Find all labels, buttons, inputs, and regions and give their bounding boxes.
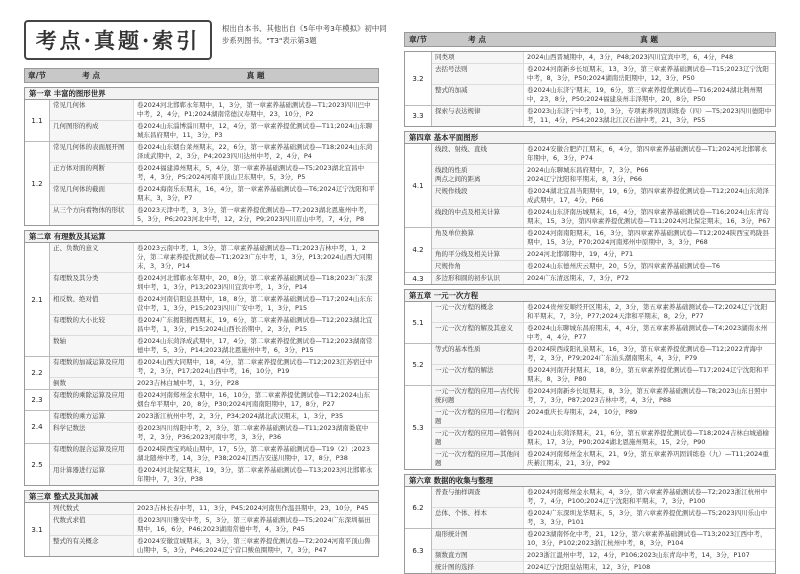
table-row — [432, 529, 775, 550]
table-row — [432, 249, 775, 261]
topic-cell: 列代数式 — [50, 503, 134, 514]
section-number: 3.2 — [405, 52, 432, 105]
title-note: 根出自本书、其他出自《5年中考3年模拟》初中同步系列图书。"T3"表示第3题 — [222, 24, 387, 45]
problems-cell: 卷2024河南开封期末，18，8分，第五章素养提优测试卷—T17;2024辽宁沈阳和平期末，8，3分，P80 — [527, 366, 769, 383]
topic-cell: 倒数 — [50, 378, 134, 389]
topic-cell: 有理数的大小比较 — [50, 315, 134, 335]
topic-cell: 探索与表达规律 — [432, 106, 524, 126]
section-group — [405, 273, 775, 284]
section-rows — [50, 503, 378, 556]
table-row — [432, 344, 775, 365]
section-number: 4.2 — [405, 228, 432, 272]
topic-cell: 多边形和圆的初步认识 — [432, 273, 524, 284]
table-row — [432, 487, 775, 508]
problems-cell: 2023吉林长春中考，11，3分，P45;2024河南焦作温县期中，23，10分，P45 — [137, 504, 369, 512]
problems-cell: 2024广东清远期末，7，3分，P72 — [527, 274, 630, 282]
section-number: 5.1 — [405, 302, 432, 343]
problems-cell: 卷2024山东菏泽成武期中，17，4分，第二章素养提优测试卷—T12;2023湖南常德中考，5，3分，P14;2023湖北恩施州中考，6，3分，P15 — [137, 337, 373, 354]
section-group — [25, 503, 378, 556]
table-row — [432, 386, 775, 407]
problems-cell: 卷2024湖北宜昌当阳期中，19，6分，第四章素养提优测试卷—T12;2024山东菏泽成武期中，17，4分，P66 — [527, 187, 769, 204]
problems-cell: 2023浙江温州中考，12，4分，P106;2023山东青岛中考，14，3分，P107 — [527, 551, 750, 559]
table-row — [432, 52, 775, 64]
topic-cell: 常见几何体 — [50, 100, 134, 120]
topic-cell: 科学记数法 — [50, 423, 134, 443]
problems-cell: 卷2024广东揭阳揭西期末，19，6分，第二章素养基础测试卷—T12;2023湖北宜昌中考，1，3分，P15;2024山西长治期中，2，3分，P15 — [137, 316, 373, 333]
section-number: 3.3 — [405, 106, 432, 126]
problems-cell: 卷2023山东济宁中考，10，3分，专项素养巩固训练卷（四）—T5;2023四川德阳中考，11，4分，P54;2023湖北江汉石油中考，21，3分，P55 — [527, 107, 772, 124]
problems-cell: 卷2024陕西宝鸡岐山期中，17，5分，第二章素养基础测试卷—T19（2）;2023湖北随州中考，14，3分，P38;2024江西吉安遂川期中，17，8分，P38 — [137, 445, 371, 462]
chapter-section — [404, 131, 776, 285]
topic-cell: 线段的性质 两点之间的距离 — [432, 165, 524, 185]
table-row — [432, 261, 775, 272]
problems-cell: 卷2024海南乐东期末，16，4分，第一章素养基础测试卷—T6;2024辽宁沈阳和平期末，3，3分，P7 — [137, 185, 375, 202]
header-topic: 考 点 — [468, 35, 486, 44]
page-title: 考点·真题·索引 — [24, 20, 212, 60]
topic-cell: 尺规作角 — [432, 261, 524, 272]
topic-cell: 总体、个体、样本 — [432, 508, 524, 528]
problems-cell: 卷2024安徽合肥庐江期末，6，4分，第四章素养基础测试卷—T1;2024河北邯郸永年期中，6，3分，P74 — [527, 145, 768, 162]
section-rows — [432, 344, 775, 385]
table-row — [50, 465, 378, 485]
problems-cell: 卷2024山东淄博淄川期中，12，4分，第一章素养提优测试卷—T11;2024山东聊城东昌府期中，11，3分，P3 — [137, 122, 373, 139]
topic-cell: 去括号法则 — [432, 64, 524, 84]
problems-cell: 卷2024河南南阳期末，16，3分，第四章素养基础测试卷—T12;2024陕西宝鸡陇县期中，15，3分，P70;2024河南郑州中原期中，3，3分，P68 — [527, 229, 769, 246]
table-row — [50, 357, 378, 378]
topic-cell: 正、负数的意义 — [50, 243, 134, 272]
topic-cell: 数轴 — [50, 336, 134, 356]
problems-cell: 卷2024广东深圳龙华期末，5，3分，第六章素养提优测试卷—T5;2023四川乐山中考，3，3分，P101 — [527, 509, 768, 526]
column-header — [404, 32, 776, 47]
table-row — [50, 163, 378, 184]
problems-cell: 卷2024山东烟台莱州期末，22，6分，第一章素养基础测试卷—T18;2024山东菏泽成武期中，2，3分，P4;2023四川达州中考，2，4分，P4 — [137, 143, 373, 160]
topic-cell: 一元一次方程的应用—行程问题 — [432, 407, 524, 427]
section-number: 2.1 — [25, 243, 50, 356]
section-group — [405, 487, 775, 529]
section-group — [25, 390, 378, 411]
table-row — [50, 390, 378, 410]
topic-cell: 代数式求值 — [50, 515, 134, 535]
topic-cell: 一元一次方程的应用—古代传统问题 — [432, 386, 524, 406]
topic-cell: 一元一次方程的概念 — [432, 302, 524, 322]
chapter-section — [404, 289, 776, 470]
topic-cell: 线段的中点及相关计算 — [432, 207, 524, 227]
section-rows — [432, 273, 775, 284]
problems-cell: 卷2024山东聊城东昌府期末，4，4分，第五章素养基础测试卷—T4;2023湖南永州中考，4，4分，P77 — [527, 324, 768, 341]
topic-cell: 一元一次方程的解及其意义 — [432, 323, 524, 343]
problems-cell: 卷2023天津中考，3，3分，第一章素养提优测试卷—T7;2023湖北恩施州中考，5，3分，P6;2023河北中考，12，2分，P9;2023四川眉山中考，7，4分，P8 — [137, 206, 371, 223]
section-number: 2.5 — [25, 444, 50, 485]
table-row — [50, 515, 378, 536]
topic-cell: 从三个方向看物体的形状 — [50, 205, 134, 225]
topic-cell: 有理数的乘方运算 — [50, 411, 134, 422]
section-number: 2.4 — [25, 411, 50, 443]
table-row — [50, 121, 378, 141]
right-column — [404, 32, 776, 574]
section-number: 3.1 — [25, 503, 50, 556]
problems-cell: 2024山西晋城期中，4，3分，P48;2023四川宜宾中考，6，4分，P48 — [527, 53, 734, 61]
chapter-section — [24, 230, 379, 486]
topic-cell: 有理数的乘除运算及应用 — [50, 390, 134, 410]
chapter-section — [24, 87, 379, 226]
table-row — [50, 315, 378, 336]
problems-cell: 卷2024河北邯郸永年期中，1，3分，第一章素养基础测试卷—T1;2023四川巴中中考，2，4分，P1;2024湖南常德汉寿期中，23，10分，P2 — [137, 101, 371, 118]
problems-cell: 卷2024福建漳州期末，5，4分，第一章素养基础测试卷—T5;2023湖北宜昌中考，4，3分，P5;2024河南平顶山卫东期中，5，3分，P5 — [137, 164, 365, 181]
header-chapter: 章/节 — [409, 35, 427, 44]
section-rows — [50, 444, 378, 485]
problems-cell: 2024辽宁沈阳皇姑期末，12，3分，P108 — [527, 563, 651, 571]
topic-cell: 几何图形的构成 — [50, 121, 134, 141]
table-row — [50, 503, 378, 515]
topic-cell: 有理数的混合运算及应用 — [50, 444, 134, 464]
table-row — [432, 207, 775, 227]
topic-cell: 同类项 — [432, 52, 524, 63]
problems-cell: 卷2024山东济南历城期末，16，4分，第四章素养基础测试卷—T16;2024山东青岛期末，15，3分，第四章素养提优测试卷—T11;2024河北保定期末，16，3分，P67 — [527, 208, 771, 225]
section-group — [25, 100, 378, 142]
problems-cell: 卷2024河南郑州金水期中，16，10分，第二章素养提优测试卷—T12;2024山东烟台牟平期中，20，8分，P30;2024河南南阳期中，17，8分，P27 — [137, 391, 371, 408]
section-number: 6.2 — [405, 487, 432, 528]
section-group — [405, 386, 775, 469]
section-rows — [50, 243, 378, 356]
chapter-title: 第二章 有理数及其运算 — [25, 231, 378, 243]
chapter-section — [24, 490, 379, 557]
table-row — [50, 444, 378, 465]
problems-cell: 卷2024河南新乡长垣期末，13，3分，第三章素养基础测试卷—T15;2023辽宁沈阳中考，8，3分，P50;2024湖南岳阳期中，12，3分，P50 — [527, 65, 769, 82]
table-row — [432, 323, 775, 343]
problems-cell: 卷2023湖南怀化中考，21，12分，第六章素养基础测试卷—T13;2023江西中考，10，3分，P102;2023浙江杭州中考，8，3分，P104 — [527, 530, 767, 547]
section-group — [25, 411, 378, 444]
topic-cell: 相反数、绝对值 — [50, 294, 134, 314]
table-row — [50, 378, 378, 389]
table-row — [432, 64, 775, 85]
problems-cell: 卷2024河南郑州金水期末，21，9分，第五章素养巩固训练卷（九）—T11;2024重庆綦江期末，21，3分，P92 — [527, 450, 769, 467]
topic-cell: 正方体对面的判断 — [50, 163, 134, 183]
topic-cell: 尺规作线段 — [432, 186, 524, 206]
problems-cell: 卷2024山西大同期中，18，4分，第二章素养提优测试卷—T12;2023江苏宿迁中考，2，3分，P17;2024山西中考，16，10分，P19 — [137, 358, 373, 375]
header-topic: 考 点 — [82, 71, 100, 80]
problems-cell: 卷2024河北邯郸永年期中，20，8分，第二章素养基础测试卷—T18;2023广东深圳中考，1，3分，P13;2023四川宜宾中考，1，3分，P14 — [137, 274, 373, 291]
topic-cell: 统计图的选择 — [432, 562, 524, 573]
table-row — [50, 243, 378, 273]
section-number: 2.3 — [25, 390, 50, 410]
problems-cell: 卷2024贵州安顺经开区期末，2，3分，第五章素养基础测试卷—T2;2024辽宁沈阳和平期末，7，3分，P77;2024天津和平期末，8，2分，P77 — [527, 303, 768, 320]
problems-cell: 2024河北邯郸期中，19，4分，P71 — [527, 250, 634, 258]
section-rows — [50, 411, 378, 443]
table-row — [432, 550, 775, 562]
section-rows — [432, 487, 775, 528]
table-row — [432, 449, 775, 469]
table-row — [50, 536, 378, 556]
problems-cell: 卷2024山东菏泽期末，21，6分，第五章素养提优测试卷—T18;2024吉林白城通榆期末，17，3分，P90;2024湖北恩施州期末，15，2分，P90 — [527, 429, 769, 446]
problems-cell: 卷2024河南信阳息县期中，18，8分，第二章素养基础测试卷—T17;2024山东东营中考，1，3分，P15;2023四川广安中考，1，3分，P15 — [137, 295, 373, 312]
table-row — [50, 142, 378, 163]
chapter-title: 第六章 数据的收集与整理 — [405, 475, 775, 487]
topic-cell: 常见几何体的截面 — [50, 184, 134, 204]
section-number: 1.1 — [25, 100, 50, 141]
section-number: 5.2 — [405, 344, 432, 385]
table-row — [50, 205, 378, 225]
table-row — [432, 273, 775, 284]
table-row — [50, 273, 378, 294]
header-problems: 真 题 — [246, 71, 265, 80]
table-row — [50, 294, 378, 315]
problems-cell: 卷2023四川绵阳中考，2，3分，第二章素养基础测试卷—T11;2023湖南娄底中考，2，3分，P36;2023河南中考，3，3分，P36 — [137, 424, 369, 441]
header-problems: 真 题 — [640, 35, 658, 44]
table-row — [432, 106, 775, 126]
problems-cell: 卷2023四川雅安中考，5，3分，第三章素养基础测试卷—T5;2024广东深圳福田期中，16，6分，P46;2023湖南常德中考，4，3分，P45 — [137, 516, 371, 533]
table-row — [432, 508, 775, 528]
topic-cell: 线段、射线、直线 — [432, 144, 524, 164]
table-row — [432, 228, 775, 249]
chapter-title: 第四章 基本平面图形 — [405, 132, 775, 144]
section-rows — [50, 142, 378, 225]
section-rows — [432, 529, 775, 573]
topic-cell: 普查与抽样调查 — [432, 487, 524, 507]
topic-cell: 常见几何体的表面展开图 — [50, 142, 134, 162]
problems-cell: 卷2024河南新乡长垣期末，8，3分，第五章素养基础测试卷—T8;2023山东日照中考，7，3分，P87;2023吉林中考，4，3分，P88 — [527, 387, 768, 404]
table-row — [50, 423, 378, 443]
topic-cell: 用计算器进行运算 — [50, 465, 134, 485]
section-group — [25, 142, 378, 225]
table-row — [432, 85, 775, 105]
table-row — [432, 165, 775, 186]
chapter-title: 第三章 整式及其加减 — [25, 491, 378, 503]
table-row — [432, 407, 775, 428]
topic-cell: 频数直方图 — [432, 550, 524, 561]
chapter-title: 第一章 丰富的图形世界 — [25, 88, 378, 100]
section-group — [405, 144, 775, 228]
section-group — [405, 302, 775, 344]
problems-cell: 2024重庆长寿期末，24，10分，P89 — [527, 408, 638, 416]
section-group — [25, 357, 378, 390]
section-rows — [50, 100, 378, 141]
problems-cell: 卷2024陕西咸阳礼泉期末，16，3分，第五章素养提优测试卷—T12;2022青海中考，2，3分，P79;2024广东汕头潮南期末，4，3分，P79 — [527, 345, 763, 362]
problems-cell: 卷2023云南中考，1，3分，第二章素养基础测试卷—T1;2023吉林中考，1，2分，第二章素养提优测试卷—T1;2023广东中考，1，3分，P13;2024山西大同期末，3，3分，P14 — [137, 244, 373, 270]
section-group — [25, 243, 378, 357]
topic-cell: 整式的加减 — [432, 85, 524, 105]
section-rows — [432, 52, 775, 105]
header-chapter: 章/节 — [28, 71, 46, 80]
section-number: 1.2 — [25, 142, 50, 225]
column-header — [24, 68, 379, 83]
section-number: 4.3 — [405, 273, 432, 284]
table-row — [432, 144, 775, 165]
section-rows — [432, 302, 775, 343]
section-group — [405, 106, 775, 126]
section-number: 2.2 — [25, 357, 50, 389]
topic-cell: 一元一次方程的解法 — [432, 365, 524, 385]
section-rows — [432, 144, 775, 227]
problems-cell: 卷2024河南郑州金水期末，4，3分，第六章素养基础测试卷—T2;2023浙江杭州中考，7，4分，P100;2024辽宁沈阳和平期末，7，3分，P100 — [527, 488, 768, 505]
problems-cell: 卷2024河北保定期末，19，3分，第二章素养基础测试卷—T13;2023河北邯郸永年期中，7，3分，P38 — [137, 466, 373, 483]
section-rows — [50, 390, 378, 410]
problems-cell: 卷2024安徽宣城期末，3，3分，第三章素养提优测试卷—T2;2024河南平顶山鲁山期中，5，3分，P46;2024辽宁营口鲅鱼圈期中，7，3分，P47 — [137, 537, 371, 554]
topic-cell: 有理数及其分类 — [50, 273, 134, 293]
section-rows — [50, 357, 378, 389]
topic-cell: 扇形统计图 — [432, 529, 524, 549]
section-rows — [432, 106, 775, 126]
table-row — [432, 428, 775, 449]
table-row — [432, 365, 775, 385]
topic-cell: 一元一次方程的应用—其他问题 — [432, 449, 524, 469]
chapter-section — [404, 51, 776, 127]
section-number: 5.3 — [405, 386, 432, 469]
section-group — [405, 529, 775, 573]
topic-cell: 角的平分线及相关计算 — [432, 249, 524, 260]
section-group — [405, 344, 775, 386]
left-column — [24, 68, 379, 557]
section-group — [405, 52, 775, 106]
problems-cell: 2023浙江杭州中考，2，3分，P34;2024湖北武汉期末，1，3分，P35 — [137, 412, 344, 420]
table-row — [50, 184, 378, 205]
problems-cell: 卷2024山东济宁期末，19，6分，第三章素养提优测试卷—T16;2024湖北荆州期中，23，8分，P50;2024福建泉州丰泽期中，20，8分，P50 — [527, 86, 763, 103]
topic-cell: 等式的基本性质 — [432, 344, 524, 364]
problems-cell: 卷2024山东德州庆云期中，20，5分，第四章素养基础测试卷—T6 — [527, 262, 721, 270]
chapter-title: 第五章 一元一次方程 — [405, 290, 775, 302]
problems-cell: 2023吉林白城中考，1，3分，P28 — [137, 379, 240, 387]
section-group — [25, 444, 378, 485]
topic-cell: 角及单位换算 — [432, 228, 524, 248]
table-row — [50, 100, 378, 121]
section-number: 6.3 — [405, 529, 432, 573]
problems-cell: 2024山东聊城东昌府期中，7，3分，P66 2024辽宁沈阳和平期末，8，3分，P66 — [527, 166, 649, 183]
chapter-section — [404, 474, 776, 574]
section-rows — [432, 228, 775, 272]
table-row — [432, 186, 775, 207]
table-row — [50, 336, 378, 356]
topic-cell: 整式的有关概念 — [50, 536, 134, 556]
topic-cell: 有理数的加减运算及应用 — [50, 357, 134, 377]
table-row — [432, 562, 775, 573]
topic-cell: 一元一次方程的应用—销售问题 — [432, 428, 524, 448]
section-group — [405, 228, 775, 273]
table-row — [50, 411, 378, 423]
table-row — [432, 302, 775, 323]
section-rows — [432, 386, 775, 469]
section-number: 4.1 — [405, 144, 432, 227]
